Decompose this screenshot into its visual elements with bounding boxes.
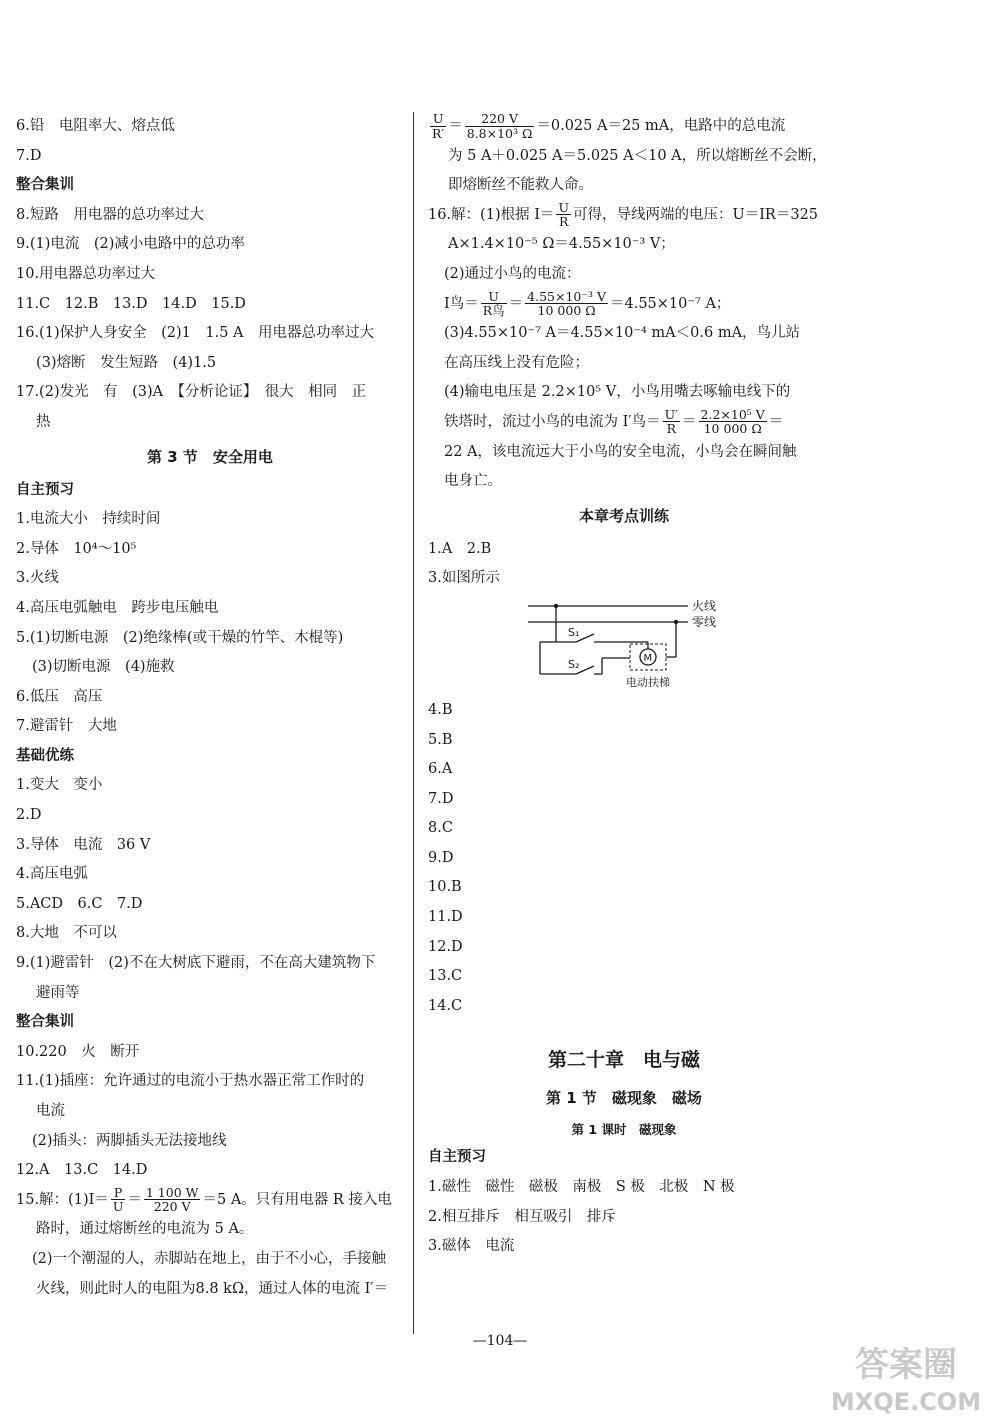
answer-continuation: 即熔断丝不能救人命。	[448, 177, 593, 194]
formula-line	[428, 112, 820, 142]
denominator: 220 V	[153, 1199, 191, 1215]
answer-subpart: 22 A，该电流远大于小鸟的安全电流，小鸟会在瞬间触	[444, 443, 797, 460]
answer-line: 9.(1)避雷针 (2)不在大树底下避雨，不在高大建筑物下	[16, 955, 376, 972]
answer-line: 9.(1)电流 (2)减小电路中的总功率	[16, 236, 245, 253]
fraction	[144, 1186, 201, 1213]
fraction	[699, 408, 767, 435]
answer-line: 1.磁性 磁性 磁极 南极 S 极 北极 N 极	[428, 1179, 735, 1196]
page-number: —104—	[472, 1333, 528, 1349]
escalator-label: 电动扶梯	[626, 675, 670, 689]
answer-line: 13.C	[428, 968, 463, 985]
answer-line: 3.火线	[16, 570, 59, 587]
answer-continuation: 避雨等	[36, 984, 80, 1001]
subsection-heading: 自主预习	[16, 481, 74, 498]
numerator: U	[558, 200, 569, 216]
answer-line: 11.D	[428, 909, 463, 926]
numerator: P	[111, 1186, 126, 1200]
s2-label: S₂	[568, 657, 580, 671]
s1-label: S₁	[568, 625, 580, 639]
motor-label: M	[643, 652, 653, 664]
answer-continuation: 热	[36, 413, 51, 430]
denominator: 8.8×10³ Ω	[466, 125, 533, 141]
numerator: 220 V	[465, 112, 535, 126]
answer-line: 3.磁体 电流	[428, 1238, 515, 1255]
answer-line: 7.D	[16, 147, 42, 164]
answer-subpart: (2)通过小鸟的电流：	[444, 265, 581, 282]
live-wire-label: 火线	[692, 599, 717, 613]
answer-line: 11.(1)插座：允许通过的电流小于热水器正常工作时的	[16, 1073, 365, 1090]
junction-dot	[554, 604, 558, 608]
answer-continuation: (3)熔断 发生短路 (4)1.5	[36, 354, 217, 371]
section-title: 第 1 节 磁现象 磁场	[546, 1089, 702, 1108]
answer-line: 1.A 2.B	[428, 540, 492, 557]
denominator: R鸟	[482, 303, 505, 319]
numerator: U′	[664, 407, 679, 423]
fraction	[481, 290, 507, 317]
answer-line: 5.ACD 6.C 7.D	[16, 895, 143, 912]
answer-line: 16.(1)保护人身安全 (2)1 1.5 A 用电器总功率过大	[16, 325, 375, 342]
answer-line: 11.C 12.B 13.D 14.D 15.D	[16, 295, 246, 312]
formula-text: 铁塔时，流过小鸟的电流为 I′鸟＝	[444, 413, 661, 430]
answer-line: 1.电流大小 持续时间	[16, 511, 161, 528]
answer-line: 8.大地 不可以	[16, 925, 117, 942]
circuit-diagram	[428, 594, 820, 696]
denominator: R	[666, 421, 677, 437]
answer-line: 3.导体 电流 36 V	[16, 836, 151, 853]
fraction	[430, 112, 446, 139]
answer-line: 6.A	[428, 761, 453, 778]
equals-sign: ＝	[448, 118, 463, 134]
denominator: 10 000 Ω	[537, 303, 596, 319]
chapter-title: 第二十章 电与磁	[547, 1049, 700, 1072]
numerator: 4.55×10⁻³ V	[527, 288, 606, 304]
equals-sign: ＝	[682, 413, 697, 430]
answer-line: 10.B	[428, 879, 462, 896]
subsection-heading: 整合集训	[16, 1014, 74, 1031]
formula-line	[428, 408, 820, 438]
answer-line: 2.相互排斥 相互吸引 排斥	[428, 1208, 616, 1225]
fraction	[556, 201, 571, 228]
numerator: U	[430, 112, 446, 126]
answer-subpart: (3)4.55×10⁻⁷ A＝4.55×10⁻⁴ mA＜0.6 mA，鸟儿站	[444, 325, 801, 342]
answer-line: 5.B	[428, 731, 453, 748]
answer-line: 10.220 火 断开	[16, 1043, 140, 1060]
circuit-svg	[518, 600, 728, 692]
watermark-top: 答案圈	[855, 1345, 957, 1385]
answer-line: 8.短路 用电器的总功率过大	[16, 206, 204, 223]
formula-text: ＝5 A。只有用电器 R 接入电	[202, 1191, 392, 1208]
answer-line: 6.低压 高压	[16, 688, 103, 705]
formula-text: 16.解：(1)根据 I＝	[428, 206, 555, 223]
column-divider	[413, 112, 414, 1334]
fraction	[465, 112, 535, 139]
answer-continuation: A×1.4×10⁻⁵ Ω＝4.55×10⁻³ V；	[448, 236, 675, 253]
answer-line: 10.用电器总功率过大	[16, 265, 156, 282]
equals-sign: ＝	[127, 1191, 142, 1208]
neutral-junction-dot	[674, 620, 678, 624]
answer-subpart: 电身亡。	[444, 473, 502, 490]
subsection-heading: 整合集训	[16, 177, 74, 194]
answer-line: 4.高压电弧	[16, 866, 88, 883]
answer-line: 17.(2)发光 有 (3)A 【分析论证】 很大 相同 正	[16, 384, 367, 401]
fraction	[663, 408, 680, 435]
answer-subpart: 在高压线上没有危险；	[444, 354, 589, 371]
answer-line: 2.D	[16, 807, 42, 824]
answer-line: 2.导体 10⁴～10⁵	[16, 540, 137, 557]
denominator: 10 000 Ω	[703, 421, 762, 437]
formula-line	[16, 1186, 404, 1216]
denominator: U	[112, 1199, 124, 1215]
numerator: 2.2×10⁵ V	[700, 407, 765, 423]
watermark-bottom: MXQE.COM	[830, 1388, 982, 1416]
formula-text: ＝0.025 A＝25 mA，电路中的总电流	[536, 118, 786, 134]
formula-text: 可得，导线两端的电压：U＝IR＝325	[572, 206, 819, 223]
answer-line: 14.C	[428, 997, 463, 1014]
answer-subpart: (3)切断电源 (4)施救	[32, 659, 175, 676]
answer-line: 8.C	[428, 820, 453, 837]
answer-line: 12.D	[428, 938, 463, 955]
denominator: R	[559, 214, 569, 230]
answer-line: 4.B	[428, 701, 453, 718]
answer-continuation: 电流	[36, 1103, 65, 1119]
numerator: 1 100 W	[145, 1185, 199, 1201]
answer-line: 7.D	[428, 790, 454, 807]
formula-text: ＝	[768, 413, 784, 430]
section-title: 本章考点训练	[578, 506, 669, 525]
answer-continuation: 路时，通过熔断丝的电流为 5 A。	[36, 1221, 254, 1238]
left-column	[16, 112, 404, 1304]
answer-line: 12.A 13.C 14.D	[16, 1162, 148, 1179]
formula-text: I鸟＝	[444, 295, 479, 312]
formula-text: ＝4.55×10⁻⁷ A；	[609, 295, 731, 312]
formula-text: 15.解：(1)I＝	[16, 1191, 109, 1208]
answer-line: 3.如图所示	[428, 570, 500, 587]
fraction	[111, 1186, 126, 1213]
subsection-heading: 基础优练	[16, 747, 74, 764]
denominator: R′	[432, 125, 445, 141]
neutral-wire-label: 零线	[692, 614, 717, 629]
answer-line: 9.D	[428, 849, 454, 866]
answer-continuation: 为 5 A＋0.025 A＝5.025 A＜10 A，所以熔断丝不会断，	[448, 147, 827, 164]
answer-line: 6.铅 电阻率大、熔点低	[16, 118, 175, 134]
answer-subpart: (2)一个潮湿的人，赤脚站在地上，由于不小心，手接触	[32, 1250, 387, 1267]
answer-line: 1.变大 变小	[16, 777, 103, 794]
numerator: U	[481, 290, 507, 304]
fraction	[525, 290, 608, 317]
formula-line	[428, 201, 820, 231]
answer-line: 7.避雷针 大地	[16, 718, 117, 735]
answer-line: 5.(1)切断电源 (2)绝缘棒(或干燥的竹竿、木棍等)	[16, 629, 344, 646]
section-title: 第 3 节 安全用电	[147, 447, 273, 466]
right-column	[428, 111, 827, 1262]
answer-line: 4.高压电弧触电 跨步电压触电	[16, 599, 219, 616]
answer-subpart: (4)输电电压是 2.2×10⁵ V，小鸟用嘴去啄输电线下的	[444, 384, 791, 401]
watermark-logo	[826, 1340, 986, 1416]
equals-sign: ＝	[508, 295, 524, 312]
subsection-heading: 自主预习	[428, 1149, 486, 1166]
lesson-title: 第 1 课时 磁现象	[571, 1122, 677, 1138]
answer-continuation: 火线，则此时人的电阻为8.8 kΩ，通过人体的电流 I′＝	[36, 1280, 389, 1297]
answer-subpart: (2)插头：两脚插头无法接地线	[32, 1132, 227, 1149]
formula-line	[428, 290, 820, 320]
